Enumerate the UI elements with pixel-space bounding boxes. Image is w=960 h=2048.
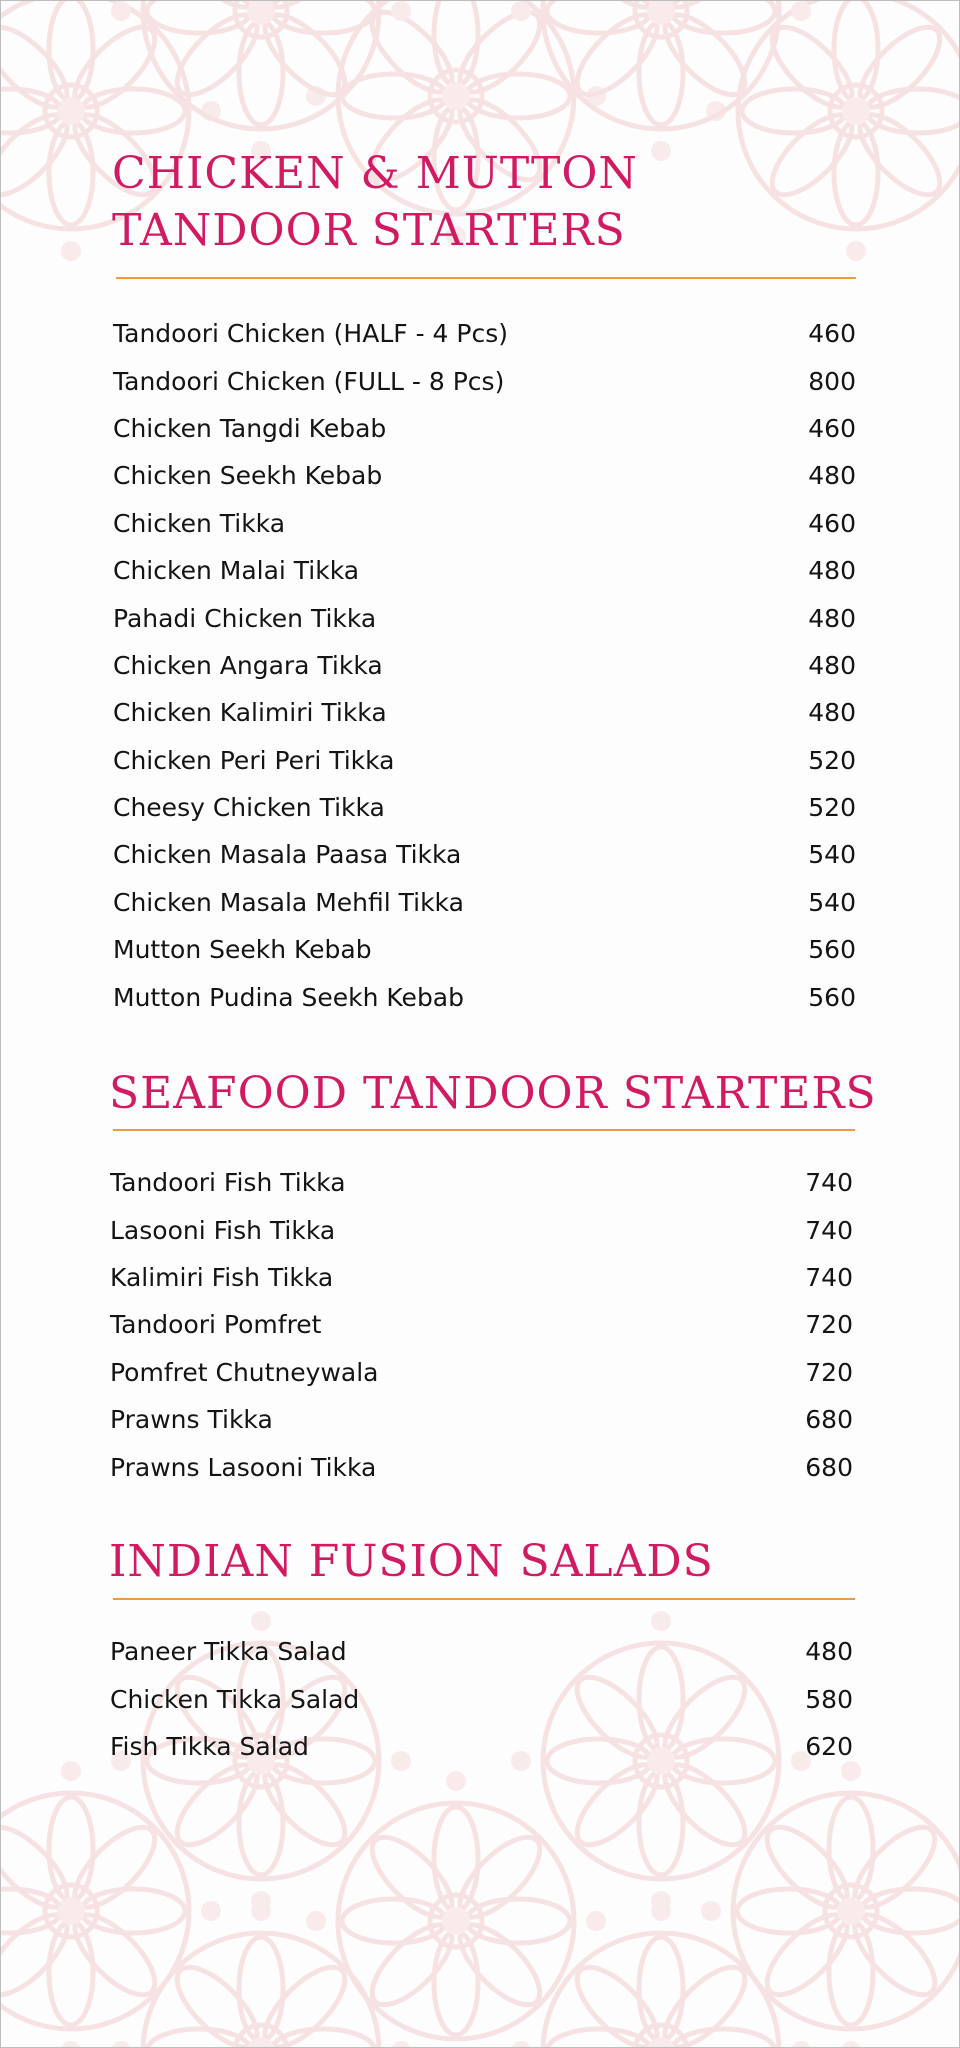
item-name: Pahadi Chicken Tikka bbox=[113, 603, 377, 633]
item-price: 480 bbox=[808, 650, 856, 680]
item-price: 740 bbox=[805, 1262, 853, 1292]
divider-rule bbox=[113, 1129, 855, 1131]
section-title: SEAFOOD TANDOOR STARTERS bbox=[109, 1068, 877, 1119]
item-list bbox=[110, 1159, 853, 1491]
item-price: 540 bbox=[808, 887, 856, 917]
menu-item bbox=[113, 879, 856, 926]
menu-item bbox=[110, 1301, 853, 1348]
item-price: 460 bbox=[808, 319, 856, 349]
item-price: 580 bbox=[805, 1684, 853, 1714]
menu-item bbox=[113, 500, 856, 547]
item-price: 480 bbox=[808, 698, 856, 728]
item-name: Tandoori Fish Tikka bbox=[110, 1168, 346, 1198]
item-list bbox=[110, 1628, 853, 1770]
menu-item bbox=[113, 547, 856, 594]
item-price: 460 bbox=[808, 508, 856, 538]
item-price: 480 bbox=[808, 603, 856, 633]
menu-item bbox=[110, 1723, 853, 1770]
item-name: Chicken Kalimiri Tikka bbox=[113, 698, 387, 728]
item-name: Chicken Tikka bbox=[113, 508, 286, 538]
divider-rule bbox=[116, 277, 856, 279]
menu-item bbox=[113, 405, 856, 452]
menu-item bbox=[113, 689, 856, 736]
item-price: 740 bbox=[805, 1168, 853, 1198]
item-price: 560 bbox=[808, 935, 856, 965]
item-name: Chicken Malai Tikka bbox=[113, 556, 360, 586]
menu-item bbox=[113, 310, 856, 357]
section-title: INDIAN FUSION SALADS bbox=[109, 1536, 714, 1587]
item-price: 800 bbox=[808, 366, 856, 396]
item-price: 720 bbox=[805, 1310, 853, 1340]
item-name: Tandoori Chicken (FULL - 8 Pcs) bbox=[113, 366, 505, 396]
item-price: 680 bbox=[805, 1405, 853, 1435]
menu-item bbox=[110, 1628, 853, 1675]
item-name: Chicken Seekh Kebab bbox=[113, 461, 383, 491]
item-name: Pomfret Chutneywala bbox=[110, 1357, 379, 1387]
item-name: Cheesy Chicken Tikka bbox=[113, 793, 385, 823]
menu-item bbox=[113, 737, 856, 784]
item-price: 560 bbox=[808, 982, 856, 1012]
menu-item bbox=[110, 1254, 853, 1301]
menu-item bbox=[110, 1159, 853, 1206]
item-list bbox=[113, 310, 856, 1021]
item-price: 480 bbox=[805, 1637, 853, 1667]
menu-item bbox=[110, 1349, 853, 1396]
menu-item bbox=[113, 831, 856, 878]
item-name: Chicken Peri Peri Tikka bbox=[113, 745, 395, 775]
item-price: 520 bbox=[808, 793, 856, 823]
menu-item bbox=[110, 1443, 853, 1490]
item-name: Kalimiri Fish Tikka bbox=[110, 1262, 334, 1292]
item-name: Tandoori Pomfret bbox=[110, 1310, 322, 1340]
item-price: 540 bbox=[808, 840, 856, 870]
section-title-line-2: TANDOOR STARTERS bbox=[112, 205, 626, 256]
item-name: Chicken Angara Tikka bbox=[113, 650, 383, 680]
item-price: 480 bbox=[808, 556, 856, 586]
item-name: Mutton Seekh Kebab bbox=[113, 935, 372, 965]
menu-item bbox=[113, 784, 856, 831]
item-price: 680 bbox=[805, 1452, 853, 1482]
item-name: Prawns Tikka bbox=[110, 1405, 273, 1435]
menu-item bbox=[113, 642, 856, 689]
menu-item bbox=[113, 594, 856, 641]
menu-item bbox=[110, 1206, 853, 1253]
item-name: Fish Tikka Salad bbox=[110, 1731, 309, 1761]
item-price: 740 bbox=[805, 1215, 853, 1245]
item-price: 720 bbox=[805, 1357, 853, 1387]
item-name: Tandoori Chicken (HALF - 4 Pcs) bbox=[113, 319, 509, 349]
menu-item bbox=[113, 357, 856, 404]
menu-item bbox=[110, 1675, 853, 1722]
item-name: Chicken Tangdi Kebab bbox=[113, 413, 387, 443]
item-name: Lasooni Fish Tikka bbox=[110, 1215, 336, 1245]
item-name: Chicken Tikka Salad bbox=[110, 1684, 360, 1714]
item-name: Prawns Lasooni Tikka bbox=[110, 1452, 377, 1482]
item-name: Chicken Masala Paasa Tikka bbox=[113, 840, 462, 870]
item-name: Chicken Masala Mehfil Tikka bbox=[113, 887, 464, 917]
item-price: 620 bbox=[805, 1731, 853, 1761]
divider-rule bbox=[113, 1598, 855, 1600]
item-price: 480 bbox=[808, 461, 856, 491]
item-price: 460 bbox=[808, 413, 856, 443]
section-title-line-1: CHICKEN & MUTTON bbox=[112, 148, 638, 199]
menu-item bbox=[113, 973, 856, 1020]
item-name: Paneer Tikka Salad bbox=[110, 1637, 347, 1667]
menu-item bbox=[113, 926, 856, 973]
menu-item bbox=[110, 1396, 853, 1443]
item-name: Mutton Pudina Seekh Kebab bbox=[113, 982, 465, 1012]
item-price: 520 bbox=[808, 745, 856, 775]
menu-item bbox=[113, 452, 856, 499]
